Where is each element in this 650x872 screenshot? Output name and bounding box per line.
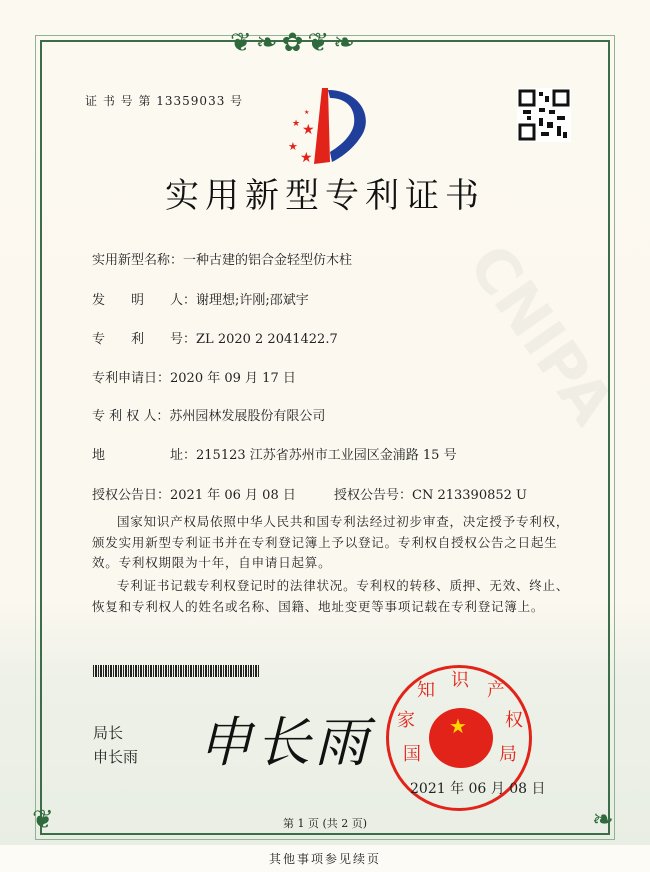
certificate-number: 证 书 号 第 13359033 号 [85, 94, 244, 108]
field-label: 授权公告号： [334, 488, 413, 503]
field-value: 一种古建的铝合金轻型仿木柱 [183, 253, 353, 268]
qr-code [517, 88, 571, 142]
field-value: 2021 年 06 月 08 日 [170, 488, 296, 503]
field-value: 2020 年 09 月 17 日 [170, 371, 296, 386]
corner-ornament-bl: ❦ [32, 805, 54, 835]
field-label: 专 利 权 人： [92, 409, 170, 424]
svg-text:★: ★ [292, 119, 301, 129]
seal-char: 权 [505, 710, 523, 731]
field-patent-number [92, 328, 338, 347]
seal-char: 产 [487, 680, 505, 701]
seal-char: 知 [417, 680, 435, 701]
field-patentee [92, 405, 325, 424]
field-value: 谢理想;许刚;邵斌宇 [196, 293, 309, 308]
field-inventors [92, 289, 309, 308]
statement-paragraph: 国家知识产权局依照中华人民共和国专利法经过初步审查，决定授予专利权，颁发实用新型专利证书并在专利登记簿上予以登记。专利权自授权公告之日起生效。专利权期限为十年，自申请日起算。 [92, 514, 570, 570]
field-label: 专利申请日： [92, 371, 171, 386]
svg-text:★: ★ [304, 109, 310, 116]
handwritten-signature: 申长雨 [198, 711, 372, 774]
corner-ornament-br: ❧ [592, 805, 614, 835]
field-value: 苏州园林发展股份有限公司 [169, 409, 326, 424]
statement-paragraph: 专利证书记载专利权登记时的法律状况。专利权的转移、质押、无效、终止、恢复和专利权人的姓名或名称、国籍、地址变更等事项记载在专利登记簿上。 [92, 578, 570, 614]
document-title: 实用新型专利证书 [165, 176, 485, 216]
field-value: CN 213390852 U [412, 488, 527, 503]
cnipa-logo [280, 88, 380, 168]
field-value: 215123 江苏省苏州市工业园区金浦路 15 号 [196, 448, 457, 463]
seal-char: 家 [397, 710, 415, 731]
svg-text:★: ★ [300, 150, 313, 166]
footer-note: 其他事项参见续页 [268, 852, 381, 866]
signatory-title: 局长 [93, 724, 124, 742]
field-announcement-number [334, 484, 527, 503]
field-address [92, 444, 457, 463]
field-application-date [92, 367, 296, 386]
page-number: 第 1 页 (共 2 页) [282, 817, 368, 830]
seal-date: 2021 年 06 月 08 日 [410, 781, 546, 797]
national-emblem: ★ [429, 708, 493, 768]
field-label: 专 利 号： [92, 332, 197, 347]
field-label: 实用新型名称： [92, 253, 184, 268]
svg-text:★: ★ [288, 140, 298, 153]
top-ornament: ❦❧✿❦❧ [230, 28, 359, 58]
signatory-name: 申长雨 [93, 748, 139, 766]
svg-text:★: ★ [302, 122, 315, 138]
field-label: 发 明 人： [92, 293, 197, 308]
seal-char: 局 [499, 744, 517, 765]
seal-char: 识 [451, 670, 469, 691]
seal-char: 国 [403, 744, 421, 765]
field-label: 地 址： [92, 448, 197, 463]
field-label: 授权公告日： [92, 488, 171, 503]
field-value: ZL 2020 2 2041422.7 [196, 332, 338, 347]
field-utility-model-name [92, 249, 352, 268]
barcode [93, 665, 259, 677]
field-grant-date [92, 484, 296, 503]
